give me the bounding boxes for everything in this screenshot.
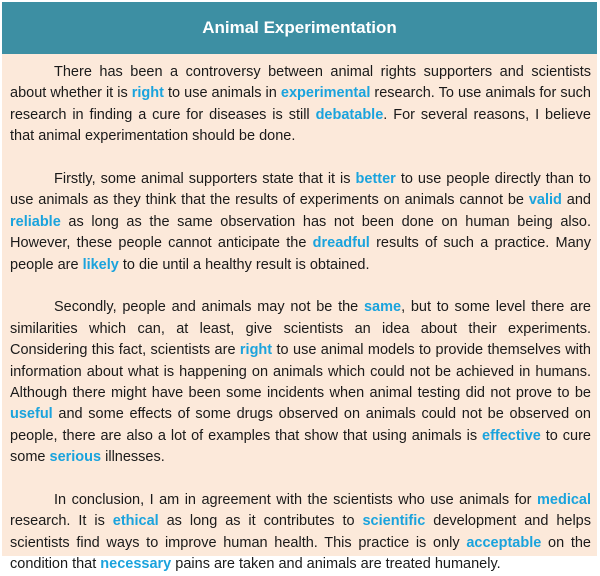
paragraph-2 (10, 169, 591, 276)
keyword-highlight: medical (537, 492, 591, 509)
keyword-highlight: experimental (280, 85, 371, 102)
paragraph-text: to use animals in (163, 85, 281, 102)
keyword-highlight: reliable (10, 213, 61, 230)
keyword-highlight: right (239, 342, 273, 359)
paragraph-text: pains are taken and animals are treated humanely. (171, 556, 501, 573)
keyword-highlight: right (131, 85, 164, 102)
paragraph-text: to use animal models to provide themselves with information about what is happening on animals which could not be achieved in humans. Although there might have been some incidents when animal testing did not prove to be (10, 342, 591, 402)
paragraph-text: , but to some level there are similarities which can, at least, give scientists an idea about their experiments. Considering this fact, scientists are (10, 299, 591, 359)
title-banner (2, 2, 597, 54)
paragraph-text: illnesses. (101, 449, 165, 466)
keyword-highlight: scientific (362, 513, 426, 530)
paragraph-text: development and helps scientists find ways to improve human health. This practice is only (10, 513, 592, 551)
keyword-highlight: useful (10, 406, 53, 423)
paragraph-text: research. It is (10, 513, 113, 530)
keyword-highlight: effective (482, 427, 541, 444)
paragraph-text: In conclusion, I am in agreement with the scientists who use animals for (54, 492, 537, 509)
keyword-highlight: dreadful (312, 235, 370, 252)
paragraph-4 (10, 490, 591, 576)
paragraph-text: There has been a controversy between animal rights supporters and scientists about whether it is (10, 64, 591, 102)
paragraph-text: Secondly, people and animals may not be the (54, 299, 364, 316)
paragraph-text: results of such a practice. Many people are (10, 235, 591, 273)
paragraph-text: and some effects of some drugs observed on animals could not be observed on people, there are also a lot of examples that show that using animals is (10, 406, 591, 444)
keyword-highlight: serious (49, 449, 102, 466)
paragraph-text: to cure some (10, 427, 591, 466)
keyword-highlight: same (363, 299, 402, 316)
paragraph-text: to die until a healthy result is obtained. (118, 256, 370, 273)
essay-body (2, 54, 597, 576)
keyword-highlight: valid (528, 192, 562, 209)
keyword-highlight: ethical (112, 513, 159, 530)
keyword-highlight: debatable (315, 106, 384, 123)
paragraph-text: as long as the same observation has not been done on human being also. However, these people cannot anticipate the (10, 213, 591, 252)
keyword-highlight: likely (82, 256, 119, 273)
essay-document (2, 2, 597, 573)
paragraph-text: to use people directly than to use animals as they think that the results of experiments on animals cannot be (10, 171, 592, 209)
paragraph-text: . For several reasons, I believe that animal experimentation should be done. (10, 106, 591, 145)
keyword-highlight: necessary (100, 556, 172, 573)
paragraph-text: Firstly, some animal supporters state that it is (54, 171, 356, 188)
paragraph-text: and (561, 192, 591, 209)
paragraph-text: on the condition that (10, 534, 591, 573)
keyword-highlight: better (355, 171, 396, 188)
page-title: Animal Experimentation (202, 18, 397, 37)
keyword-highlight: acceptable (466, 534, 542, 551)
paragraph-text: as long as it contributes to (158, 513, 363, 530)
paragraph-1 (10, 62, 591, 148)
paragraph-3 (10, 297, 591, 468)
paragraph-text: research. To use animals for such research in finding a cure for diseases is still (10, 85, 591, 123)
